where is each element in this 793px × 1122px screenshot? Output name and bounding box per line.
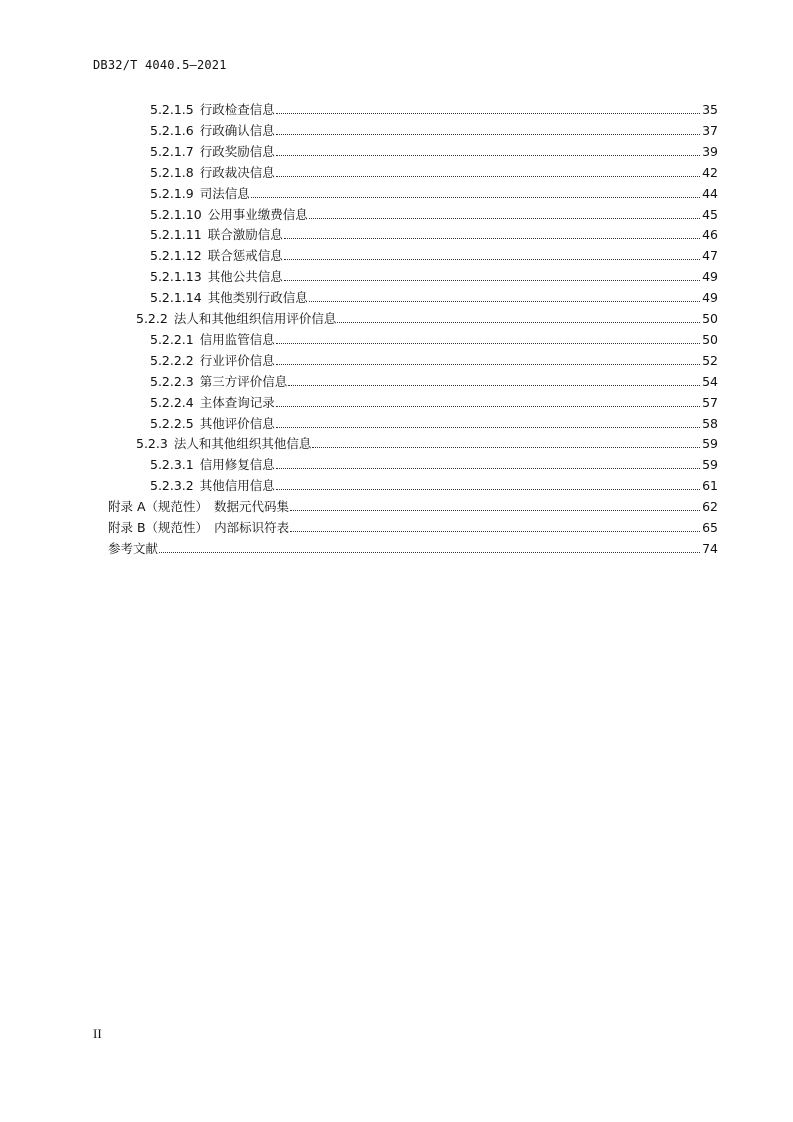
- page-number: II: [93, 1026, 102, 1041]
- dot-leader: [284, 259, 700, 260]
- dot-leader: [251, 197, 700, 198]
- toc-entry[interactable]: [150, 201, 718, 222]
- dot-leader: [276, 343, 700, 344]
- dot-leader: [276, 364, 700, 365]
- toc-entry-title: 法人和其他组织信用评价信息: [173, 311, 337, 326]
- toc-entry[interactable]: [150, 347, 718, 368]
- toc-entry-number: 5.2.2.3: [150, 373, 194, 389]
- toc-entry[interactable]: [108, 493, 718, 514]
- toc-entry-title: 行政检查信息: [199, 102, 275, 117]
- dot-leader: [290, 510, 700, 511]
- dot-leader: [290, 531, 700, 532]
- toc-entry-page: 39: [702, 143, 718, 159]
- dot-leader: [276, 134, 700, 135]
- toc-entry[interactable]: [150, 138, 718, 159]
- toc-entry-page: 58: [702, 415, 718, 431]
- toc-entry-number: 5.2.1.7: [150, 143, 194, 159]
- toc-entry-number: 5.2.1.6: [150, 122, 194, 138]
- toc-entry-page: 45: [702, 206, 718, 222]
- toc-entry-page: 57: [702, 394, 718, 410]
- toc-entry-page: 49: [702, 290, 718, 306]
- dot-leader: [276, 406, 700, 407]
- toc-entry-page: 65: [702, 520, 718, 535]
- toc-entry[interactable]: [108, 535, 718, 556]
- toc-entry-page: 50: [702, 311, 718, 326]
- dot-leader: [276, 176, 700, 177]
- dot-leader: [312, 447, 700, 448]
- toc-entry[interactable]: [150, 180, 718, 201]
- dot-leader: [309, 301, 700, 302]
- dot-leader: [288, 385, 700, 386]
- toc-entry-title: 行政奖励信息: [199, 143, 275, 159]
- toc-entry-page: 74: [702, 540, 718, 556]
- toc-entry-page: 49: [702, 269, 718, 285]
- toc-entry-title: 行政确认信息: [199, 122, 275, 138]
- toc-entry-number: 附录 A（规范性）: [108, 499, 209, 515]
- document-code: DB32/T 4040.5—2021: [93, 58, 227, 72]
- toc-entry-title: 其他信用信息: [199, 478, 275, 494]
- toc-entry-number: 5.2.2.5: [150, 415, 194, 431]
- dot-leader: [284, 280, 700, 281]
- toc-entry-number: 5.2.2.1: [150, 331, 194, 347]
- toc-entry-title: 其他公共信息: [207, 269, 283, 285]
- toc-entry[interactable]: [150, 284, 718, 305]
- toc-entry-title: 行政裁决信息: [199, 164, 275, 180]
- toc-entry[interactable]: [150, 389, 718, 410]
- toc-entry[interactable]: [150, 221, 718, 242]
- toc-entry-page: 59: [702, 457, 718, 473]
- toc-entry[interactable]: [150, 159, 718, 180]
- toc-entry[interactable]: [150, 368, 718, 389]
- toc-entry-page: 37: [702, 122, 718, 138]
- toc-entry-number: 5.2.1.8: [150, 164, 194, 180]
- dot-leader: [276, 155, 700, 156]
- dot-leader: [309, 218, 700, 219]
- toc-entry-page: 46: [702, 227, 718, 243]
- toc-entry-page: 50: [702, 331, 718, 347]
- toc-entry-title: 信用监管信息: [199, 331, 275, 347]
- toc-entry[interactable]: [150, 326, 718, 347]
- toc-entry-page: 54: [702, 373, 718, 389]
- toc-entry-number: 5.2.1.9: [150, 185, 194, 201]
- toc-entry-title: 法人和其他组织其他信息: [173, 436, 312, 452]
- toc-entry-number: 5.2.1.12: [150, 248, 202, 264]
- toc-entry-title: 公用事业缴费信息: [207, 206, 308, 222]
- toc-entry-title: 主体查询记录: [199, 394, 275, 410]
- toc-entry-page: 44: [702, 185, 718, 201]
- toc-entry[interactable]: [136, 305, 718, 326]
- toc-entry[interactable]: [150, 410, 718, 431]
- dot-leader: [276, 468, 700, 469]
- toc-entry-number: 参考文献: [108, 540, 159, 556]
- toc-entry-number: 5.2.3.1: [150, 457, 194, 473]
- toc-entry[interactable]: [136, 430, 718, 451]
- toc-entry-title: 数据元代码集: [214, 499, 290, 515]
- toc-entry-page: 47: [702, 248, 718, 264]
- toc-entry[interactable]: [150, 451, 718, 472]
- toc-entry-number: 5.2.2.2: [150, 352, 194, 368]
- toc-entry-page: 52: [702, 352, 718, 368]
- dot-leader: [284, 238, 700, 239]
- toc-entry-title: 联合惩戒信息: [207, 248, 283, 264]
- toc-entry-title: 信用修复信息: [199, 457, 275, 473]
- toc-entry[interactable]: [150, 96, 718, 117]
- toc-entry-number: 附录 B（规范性）: [108, 520, 209, 535]
- toc-entry-page: 62: [702, 499, 718, 515]
- toc-entry-number: 5.2.2: [136, 311, 168, 326]
- toc-entry[interactable]: [150, 263, 718, 284]
- toc-entry-number: 5.2.1.5: [150, 102, 194, 117]
- toc-entry-number: 5.2.1.13: [150, 269, 202, 285]
- toc-entry-number: 5.2.3.2: [150, 478, 194, 494]
- toc-entry-title: 内部标识符表: [214, 520, 290, 535]
- toc-entry-number: 5.2.1.14: [150, 290, 202, 306]
- toc-entry-number: 5.2.1.11: [150, 227, 202, 243]
- toc-entry-page: 35: [702, 102, 718, 117]
- toc-entry-number: 5.2.1.10: [150, 206, 202, 222]
- toc-entry-number: 5.2.2.4: [150, 394, 194, 410]
- toc-entry-title: 第三方评价信息: [199, 373, 288, 389]
- dot-leader: [276, 489, 700, 490]
- toc-entry[interactable]: [150, 472, 718, 493]
- toc-entry-title: 其他类别行政信息: [207, 290, 308, 306]
- toc-entry-number: 5.2.3: [136, 436, 168, 452]
- toc-entry-page: 59: [702, 436, 718, 452]
- toc-entry[interactable]: [108, 514, 718, 535]
- dot-leader: [337, 322, 700, 323]
- dot-leader: [276, 113, 700, 114]
- toc-entry[interactable]: [150, 242, 718, 263]
- toc-entry-title: 联合激励信息: [207, 227, 283, 243]
- dot-leader: [276, 427, 700, 428]
- toc-entry-title: 司法信息: [199, 185, 250, 201]
- dot-leader: [159, 552, 700, 553]
- toc-entry-title: 其他评价信息: [199, 415, 275, 431]
- toc-entry-page: 61: [702, 478, 718, 494]
- toc-entry[interactable]: [150, 117, 718, 138]
- toc-entry-page: 42: [702, 164, 718, 180]
- toc-entry-title: 行业评价信息: [199, 352, 275, 368]
